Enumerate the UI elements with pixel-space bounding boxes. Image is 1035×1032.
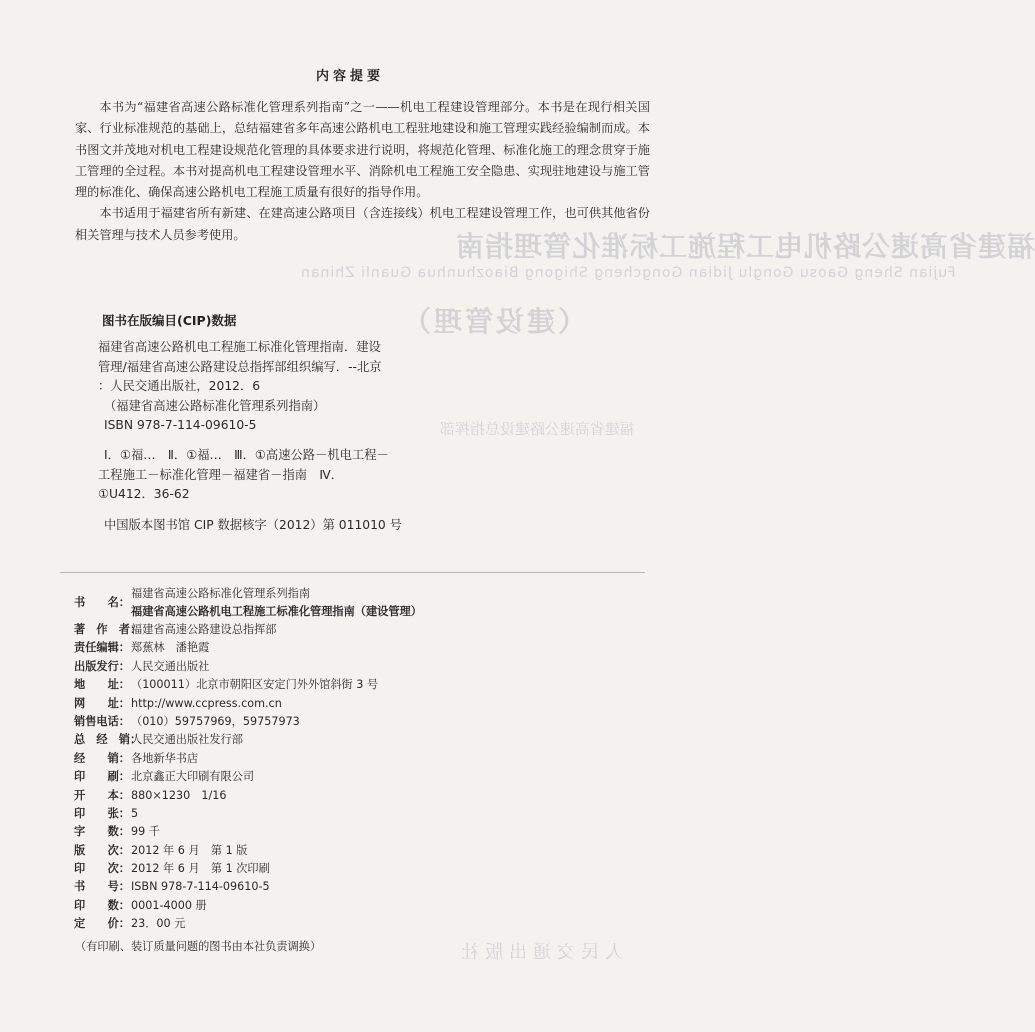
info-row-format <box>74 787 422 805</box>
info-row-address <box>74 676 422 694</box>
info-label: 网 址： <box>74 696 130 710</box>
info-label: 书 号： <box>74 880 130 894</box>
info-label: 印 次： <box>74 862 130 876</box>
summary-heading: 内容提要 <box>315 69 384 84</box>
info-row-editor <box>74 639 422 657</box>
summary-paragraph: 本书为“福建省高速公路标准化管理系列指南”之一——机电工程建设管理部分。本书是在现行相关国家、行业标准规范的基础上，总结福建省多年高速公路机电工程驻地建设和施工管理实践经验编制而成。本书图文并茂地对机电工程建设规范化管理的具体要求进行说明，将规范化管理、标准化施工的理念贯穿于施工管理的全过程。本书对提高机电工程建设管理水平、消除机电工程施工安全隐患、实现驻地建设与施工管理的标准化、确保高速公路机电工程施工质量有很好的指导作用。 <box>75 100 650 200</box>
quality-notice: （有印刷、装订质量问题的图书由本社负责调换） <box>75 940 322 953</box>
info-label: 销售电话： <box>74 714 130 728</box>
info-row-distributor <box>74 731 422 749</box>
book-name-label: 书 名： <box>74 595 130 609</box>
bleed-through-author: 福建省高速公路建设总指挥部 <box>440 420 636 438</box>
info-label: 地 址： <box>74 678 130 692</box>
info-row-price <box>74 915 422 933</box>
summary-body <box>75 97 650 246</box>
info-row-edition <box>74 842 422 860</box>
info-value: 福建省高速公路建设总指挥部 <box>131 623 277 636</box>
cip-line: 工程施工－标准化管理－福建省－指南 Ⅳ． <box>98 467 343 482</box>
bleed-through-title: 福建省高速公路机电工程施工标准化管理指南 <box>455 230 1035 263</box>
info-row-printing <box>74 860 422 878</box>
bleed-through-pinyin: Fujian Sheng Gaosu Gonglu Jidian Gongcheng Shigong Biaozhunhua Guanli Zhinan <box>300 265 956 281</box>
divider <box>60 572 645 573</box>
info-value: 5 <box>131 806 139 820</box>
info-value: 人民交通出版社发行部 <box>131 733 243 747</box>
info-label: 定 价： <box>74 917 130 931</box>
cip-line: ①U412．36-62 <box>98 487 190 502</box>
info-value: （010）59757969，59757973 <box>131 714 300 728</box>
cip-line: 福建省高速公路机电工程施工标准化管理指南．建设 <box>98 340 381 354</box>
info-row-seller <box>74 750 422 768</box>
info-label: 经 销： <box>74 751 130 765</box>
info-row-website <box>74 695 422 713</box>
info-label: 开 本： <box>74 788 130 802</box>
info-value: 23．00 元 <box>131 917 186 931</box>
info-value: 0001-4000 册 <box>131 898 207 912</box>
info-label: 印 数： <box>74 898 130 912</box>
info-label: 印 张： <box>74 806 130 820</box>
cip-heading: 图书在版编目(CIP)数据 <box>102 313 237 328</box>
info-row-author <box>74 621 422 639</box>
info-value: 人民交通出版社 <box>131 659 210 673</box>
info-value: 2012 年 6 月 第 1 次印刷 <box>131 862 270 876</box>
info-label: 印 刷： <box>74 770 130 784</box>
info-row-sheets <box>74 805 422 823</box>
cip-line: 管理/福建省高速公路建设总指挥部组织编写．--北京 <box>98 359 382 374</box>
info-value: 99 千 <box>131 825 160 839</box>
info-label: 出版发行： <box>74 659 130 673</box>
info-label: 版 次： <box>74 843 130 857</box>
info-row-sales-phone <box>74 713 422 731</box>
info-value: http://www.ccpress.com.cn <box>131 696 282 710</box>
book-title: 福建省高速公路机电工程施工标准化管理指南（建设管理） <box>131 605 422 618</box>
info-value: 880×1230 1/16 <box>131 788 227 802</box>
info-row-word-count <box>74 823 422 841</box>
info-value: 北京鑫正大印刷有限公司 <box>131 770 255 784</box>
bleed-through-subtitle: （建设管理） <box>400 305 587 338</box>
info-value: 2012 年 6 月 第 1 版 <box>131 843 248 857</box>
info-row-publisher <box>74 658 422 676</box>
info-row-printer <box>74 768 422 786</box>
info-row-isbn <box>74 878 422 896</box>
info-label: 总 经 销： <box>74 733 142 747</box>
bleed-through-publisher: 人民交通出版社 <box>455 942 623 963</box>
info-value: ISBN 978-7-114-09610-5 <box>131 880 270 894</box>
info-label: 字 数： <box>74 825 130 839</box>
info-value: （100011）北京市朝阳区安定门外外馆斜街 3 号 <box>131 678 379 692</box>
info-value: 郑蕉林 潘艳霞 <box>131 641 210 655</box>
info-row-print-run <box>74 897 422 915</box>
cip-line: （福建省高速公路标准化管理系列指南） <box>104 398 326 413</box>
cip-block <box>98 338 428 505</box>
book-series: 福建省高速公路标准化管理系列指南 <box>131 587 311 600</box>
summary-paragraph: 本书适用于福建省所有新建、在建高速公路项目（含连接线）机电工程建设管理工作，也可供其他省份相关管理与技术人员参考使用。 <box>75 206 650 242</box>
book-info-block <box>74 585 422 934</box>
info-label: 著 作 者： <box>74 623 142 636</box>
cip-line: ISBN 978-7-114-09610-5 <box>104 418 257 433</box>
cip-check-number: 中国版本图书馆 CIP 数据核字（2012）第 011010 号 <box>104 518 402 532</box>
cip-line: Ⅰ．①福… Ⅱ．①福… Ⅲ．①高速公路－机电工程－ <box>104 447 389 462</box>
info-value: 各地新华书店 <box>131 751 199 765</box>
book-name-row <box>74 585 422 621</box>
cip-line: ：人民交通出版社，2012．6 <box>98 379 261 394</box>
info-label: 责任编辑： <box>74 641 130 655</box>
